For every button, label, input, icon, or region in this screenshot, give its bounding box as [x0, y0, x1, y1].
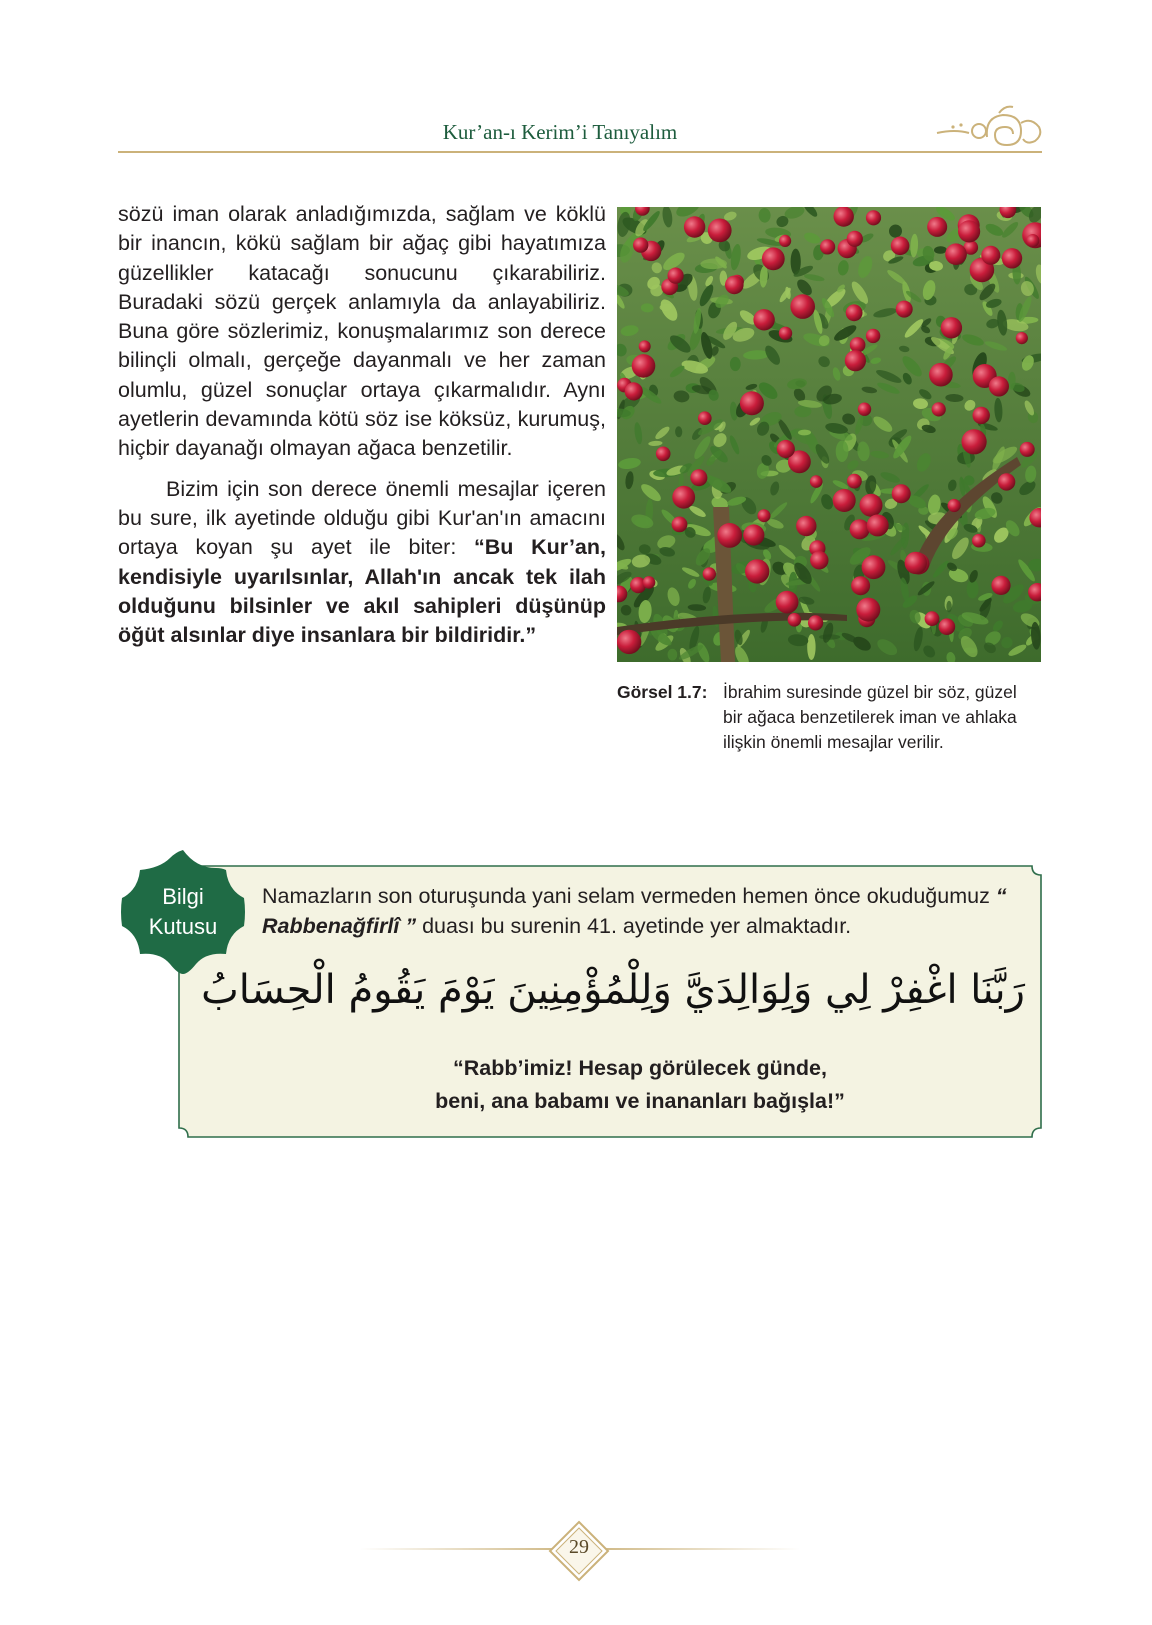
apple — [758, 509, 771, 522]
apple — [973, 407, 990, 424]
apple — [998, 473, 1015, 490]
figure-label: Görsel 1.7: — [617, 682, 708, 702]
apple — [743, 524, 764, 545]
leaf — [807, 634, 815, 660]
apple — [725, 276, 744, 295]
apple — [668, 268, 684, 284]
paragraph-2-text: Bizim için son derece önemli mesajlar içeren bu sure, ilk ayetinde olduğu gibi Kur'an'ın amacını ortaya koyan şu ayet ile biter: — [118, 476, 606, 560]
apple — [948, 499, 961, 512]
apple — [834, 207, 854, 227]
arabic-verse: رَبَّنَا اغْفِرْ لِي وَلِوَالِدَيَّ وَلِلْمُؤْمِنِينَ يَوْمَ يَقُومُ الْحِسَابُ — [201, 967, 1025, 1013]
apple — [777, 440, 795, 458]
apple — [939, 618, 956, 635]
apple — [779, 327, 792, 340]
apple — [856, 598, 880, 622]
apple — [932, 402, 946, 416]
apple — [1002, 248, 1022, 268]
apple — [896, 301, 913, 318]
apple — [847, 474, 862, 489]
apple — [1020, 442, 1035, 457]
apple — [788, 613, 802, 627]
apple — [866, 210, 881, 225]
apple — [753, 309, 774, 330]
apple-tree-photo — [617, 207, 1041, 662]
info-badge-label — [118, 882, 248, 942]
apple — [851, 576, 870, 595]
apple — [892, 484, 911, 503]
info-text-after: duası bu surenin 41. ayetinde yer almaktadır. — [416, 913, 852, 938]
apple — [927, 217, 947, 237]
apple — [703, 567, 716, 580]
apple — [845, 350, 866, 371]
apple — [858, 403, 871, 416]
apple — [1016, 332, 1028, 344]
leaf — [946, 601, 951, 613]
apple — [846, 304, 863, 321]
apple — [632, 354, 656, 378]
apple — [847, 231, 863, 247]
running-header: Kur’an-ı Kerim’i Tanıyalım — [442, 120, 678, 144]
apple — [672, 517, 688, 533]
apple — [810, 551, 828, 569]
apple — [925, 611, 940, 626]
verse-translation — [300, 1052, 980, 1118]
body-text — [118, 200, 606, 650]
apple — [833, 489, 856, 512]
apple — [633, 237, 648, 252]
apple — [820, 239, 835, 254]
apple — [860, 494, 883, 517]
apple — [866, 329, 880, 343]
apple — [891, 237, 910, 256]
figure-caption-text: İbrahim suresinde güzel bir söz, güzel bir ağaca benzetilerek iman ve ahlaka ilişkin önemli mesajlar verilir. — [723, 682, 1017, 752]
apple — [991, 576, 1010, 595]
info-text-before: Namazların son oturuşunda yani selam vermeden hemen önce okuduğumuz — [262, 884, 996, 908]
header-ornament-icon — [935, 103, 1045, 155]
apple — [905, 552, 927, 574]
apple — [989, 376, 1009, 396]
page-number: 29 — [569, 1536, 589, 1558]
apple — [745, 559, 769, 583]
apple — [684, 216, 705, 237]
apple — [776, 591, 799, 614]
dua-name: “ Rabbenağfirlî ” — [262, 884, 1007, 938]
apple — [790, 294, 815, 319]
apple — [962, 429, 987, 454]
apple — [867, 514, 889, 536]
apple — [643, 576, 656, 589]
paragraph-1: sözü iman olarak anladığımızda, sağlam ve köklü bir inancın, kökü sağlam bir ağaç gibi hayatımıza güzellikler katacağı sonucunu çıkarabiliriz. Buradaki sözü gerçek anlamıyla da anlayabiliriz. Buna göre sözlerimiz, konuşmalarımız son derece bilinçli olmalı, gerçeğe dayanmalı ve her zaman olumlu, güzel sonuçlar ortaya çıkarmalıdır. Aynı ayetlerin devamında kötü söz ise köksüz, kurumuş, hiçbir dayanağı olmayan ağaca benzetilir. — [118, 202, 606, 461]
apple — [981, 246, 1000, 265]
apple — [808, 615, 823, 630]
apple — [945, 243, 967, 265]
apple — [625, 382, 643, 400]
apple — [929, 363, 953, 387]
apple — [698, 411, 712, 425]
apple — [862, 555, 886, 579]
apple — [762, 247, 785, 270]
apple — [972, 534, 986, 548]
info-text — [262, 882, 1022, 941]
apple — [779, 235, 791, 247]
paragraph-2-quote: “Bu Kur’an, kendisiyle uyarılsınlar, Allah'ın ancak tek ilah olduğunu bilsinler ve akıl sahipleri düşünüp öğüt alsınlar diye insanlara bir bildiridir.” — [118, 535, 606, 648]
apple — [1026, 234, 1039, 247]
apple — [941, 317, 962, 338]
header-rule — [118, 151, 1042, 153]
apple — [639, 340, 651, 352]
apple — [717, 523, 742, 548]
apple — [656, 447, 671, 462]
apple — [708, 219, 732, 243]
paragraph-2 — [118, 475, 606, 651]
apple — [958, 220, 980, 242]
apple — [690, 469, 707, 486]
apple — [672, 486, 695, 509]
apple — [617, 630, 641, 654]
badge-line-1: Bilgi — [162, 884, 204, 909]
apple — [810, 475, 823, 488]
apple — [850, 519, 870, 539]
apple — [740, 391, 764, 415]
translation-line-1: “Rabb’imiz! Hesap görülecek günde, — [453, 1056, 827, 1080]
badge-line-2: Kutusu — [148, 914, 218, 939]
translation-line-2: beni, ana babamı ve inananları bağışla!” — [435, 1089, 845, 1113]
apple — [796, 516, 816, 536]
